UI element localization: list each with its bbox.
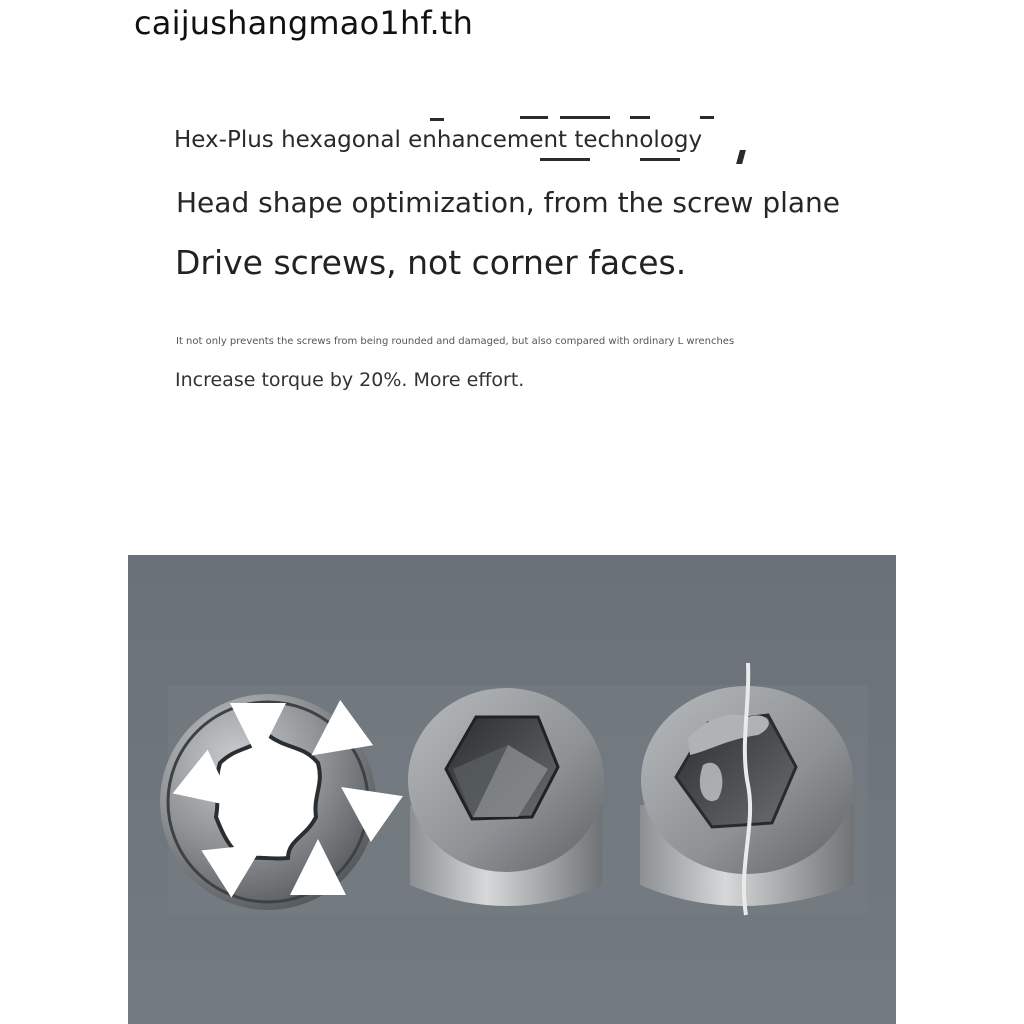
torque-claim: Increase torque by 20%. More effort. (175, 369, 525, 391)
headline-drive-screws: Drive screws, not corner faces. (175, 243, 687, 282)
intact-hex-socket (408, 688, 604, 906)
residual-mark (520, 116, 548, 119)
watermark: caijushangmao1hf.th (134, 4, 474, 42)
residual-mark (630, 116, 650, 119)
residual-mark (736, 150, 746, 164)
headline-head-shape: Head shape optimization, from the screw plane (176, 186, 841, 219)
product-photo (128, 555, 896, 1024)
residual-mark (560, 116, 610, 119)
residual-mark (640, 158, 680, 161)
fine-print: It not only prevents the screws from being rounded and damaged, but also compared with ordinary L wrenches (176, 336, 735, 347)
headline-hex-plus: Hex-Plus hexagonal enhancement technology (174, 127, 703, 153)
residual-mark (430, 118, 444, 121)
residual-mark (540, 158, 590, 161)
residual-mark (700, 116, 714, 119)
